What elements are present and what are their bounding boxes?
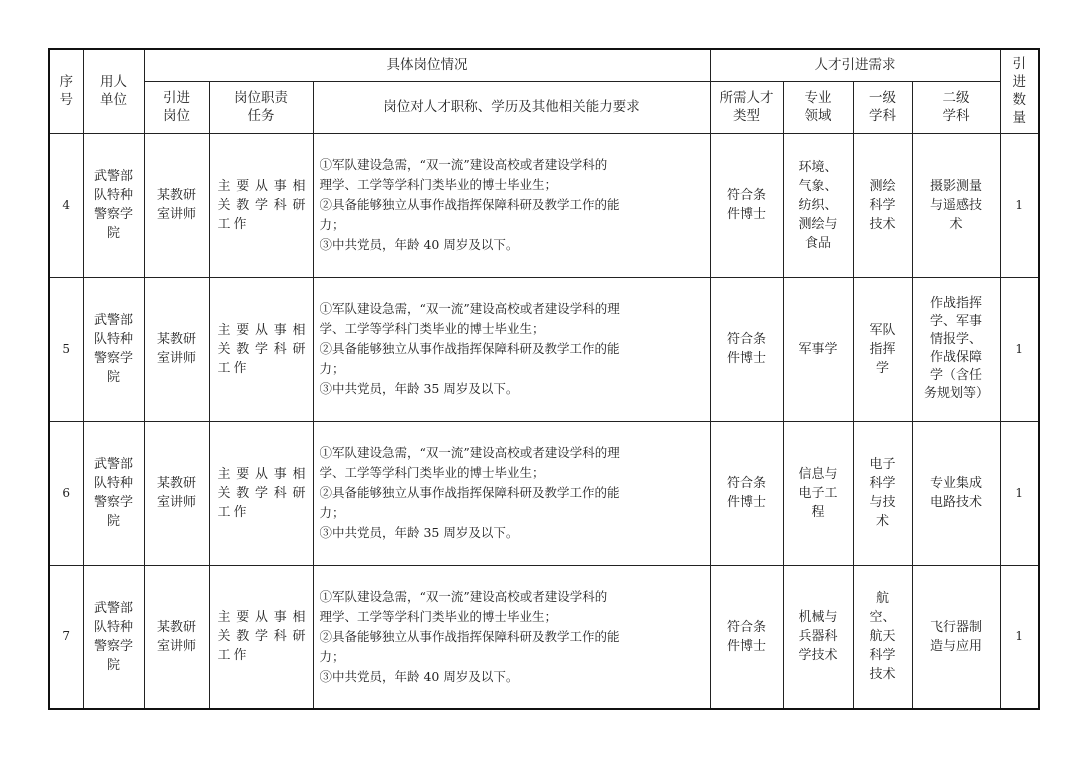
row-primary-subject: 军队指挥学 [853,277,912,421]
row-primary-subject: 电子科学与技术 [853,421,912,565]
header-talent-type: 所需人才类型 [710,81,783,133]
row-secondary-subject: 飞行器制造与应用 [912,565,1000,709]
row-count: 1 [1000,421,1039,565]
row-post: 某教研室讲师 [144,277,209,421]
table-row [49,133,1039,277]
requirement-line: ③中共党员，年龄 35 周岁及以下。 [319,381,519,396]
requirement-line: 力； [319,361,345,376]
row-unit: 武警部队特种警察学院 [83,133,144,277]
header-unit: 用人单位 [83,49,144,133]
row-requirement [313,133,710,277]
row-field: 环境、气象、纺织、测绘与食品 [783,133,853,277]
row-field: 机械与兵器科学技术 [783,565,853,709]
requirement-line: ②具备能够独立从事作战指挥保障科研及教学工作的能 [319,197,620,212]
requirement-line: 力； [319,217,345,232]
header-seq: 序号 [49,49,83,133]
header-duty: 岗位职责任务 [209,81,313,133]
requirement-line: 理学、工学等学科门类毕业的博士毕业生； [319,177,558,192]
table-row [49,421,1039,565]
requirement-line: ①军队建设急需，“双一流”建设高校或者建设学科的理 [319,301,620,316]
row-secondary-subject: 作战指挥学、军事情报学、作战保障学（含任务规划等） [912,277,1000,421]
row-duty: 主要从事相关教学科研工作 [209,277,313,421]
requirement-line: ①军队建设急需，“双一流”建设高校或者建设学科的 [319,588,608,604]
row-count: 1 [1000,277,1039,421]
row-count: 1 [1000,565,1039,709]
requirement-line: ②具备能够独立从事作战指挥保障科研及教学工作的能 [319,341,620,356]
requirement-line: ③中共党员，年龄 35 周岁及以下。 [319,525,519,540]
requirement-line: ③中共党员，年龄 40 周岁及以下。 [319,668,519,684]
row-field: 军事学 [783,277,853,421]
row-duty: 主要从事相关教学科研工作 [209,133,313,277]
header-secondary-subject: 二级学科 [912,81,1000,133]
recruitment-table-sheet [48,48,1038,710]
row-post: 某教研室讲师 [144,133,209,277]
requirement-line: ②具备能够独立从事作战指挥保障科研及教学工作的能 [319,628,620,644]
table-row [49,565,1039,709]
header-primary-subject: 一级学科 [853,81,912,133]
row-post: 某教研室讲师 [144,565,209,709]
requirement-line: ①军队建设急需，“双一流”建设高校或者建设学科的理 [319,445,620,460]
header-count: 引进数量 [1000,49,1039,133]
header-talent-group: 人才引进需求 [710,49,1000,81]
row-seq: 5 [49,277,83,421]
row-unit: 武警部队特种警察学院 [83,277,144,421]
row-talent-type: 符合条件博士 [710,277,783,421]
row-post: 某教研室讲师 [144,421,209,565]
table-row [49,277,1039,421]
requirement-line: 力； [319,505,345,520]
requirement-line: 学、工学等学科门类毕业的博士毕业生； [319,321,545,336]
row-seq: 4 [49,133,83,277]
row-unit: 武警部队特种警察学院 [83,421,144,565]
row-seq: 7 [49,565,83,709]
row-count: 1 [1000,133,1039,277]
row-secondary-subject: 专业集成电路技术 [912,421,1000,565]
row-talent-type: 符合条件博士 [710,565,783,709]
row-talent-type: 符合条件博士 [710,133,783,277]
row-seq: 6 [49,421,83,565]
recruitment-table [48,48,1040,710]
header-field: 专业领域 [783,81,853,133]
requirement-line: 力； [319,648,345,664]
row-primary-subject: 航空、航天科学技术 [853,565,912,709]
row-duty: 主要从事相关教学科研工作 [209,421,313,565]
requirement-line: 理学、工学等学科门类毕业的博士毕业生； [319,608,558,624]
row-secondary-subject: 摄影测量与遥感技术 [912,133,1000,277]
requirement-line: ①军队建设急需，“双一流”建设高校或者建设学科的 [319,157,608,172]
row-primary-subject: 测绘科学技术 [853,133,912,277]
requirement-line: ③中共党员，年龄 40 周岁及以下。 [319,237,519,252]
row-requirement [313,277,710,421]
header-position-group: 具体岗位情况 [144,49,710,81]
row-requirement [313,565,710,709]
row-talent-type: 符合条件博士 [710,421,783,565]
requirement-line: 学、工学等学科门类毕业的博士毕业生； [319,465,545,480]
row-requirement [313,421,710,565]
row-duty: 主要从事相关教学科研工作 [209,565,313,709]
row-unit: 武警部队特种警察学院 [83,565,144,709]
row-field: 信息与电子工程 [783,421,853,565]
header-requirement: 岗位对人才职称、学历及其他相关能力要求 [313,81,710,133]
requirement-line: ②具备能够独立从事作战指挥保障科研及教学工作的能 [319,485,620,500]
header-post: 引进岗位 [144,81,209,133]
